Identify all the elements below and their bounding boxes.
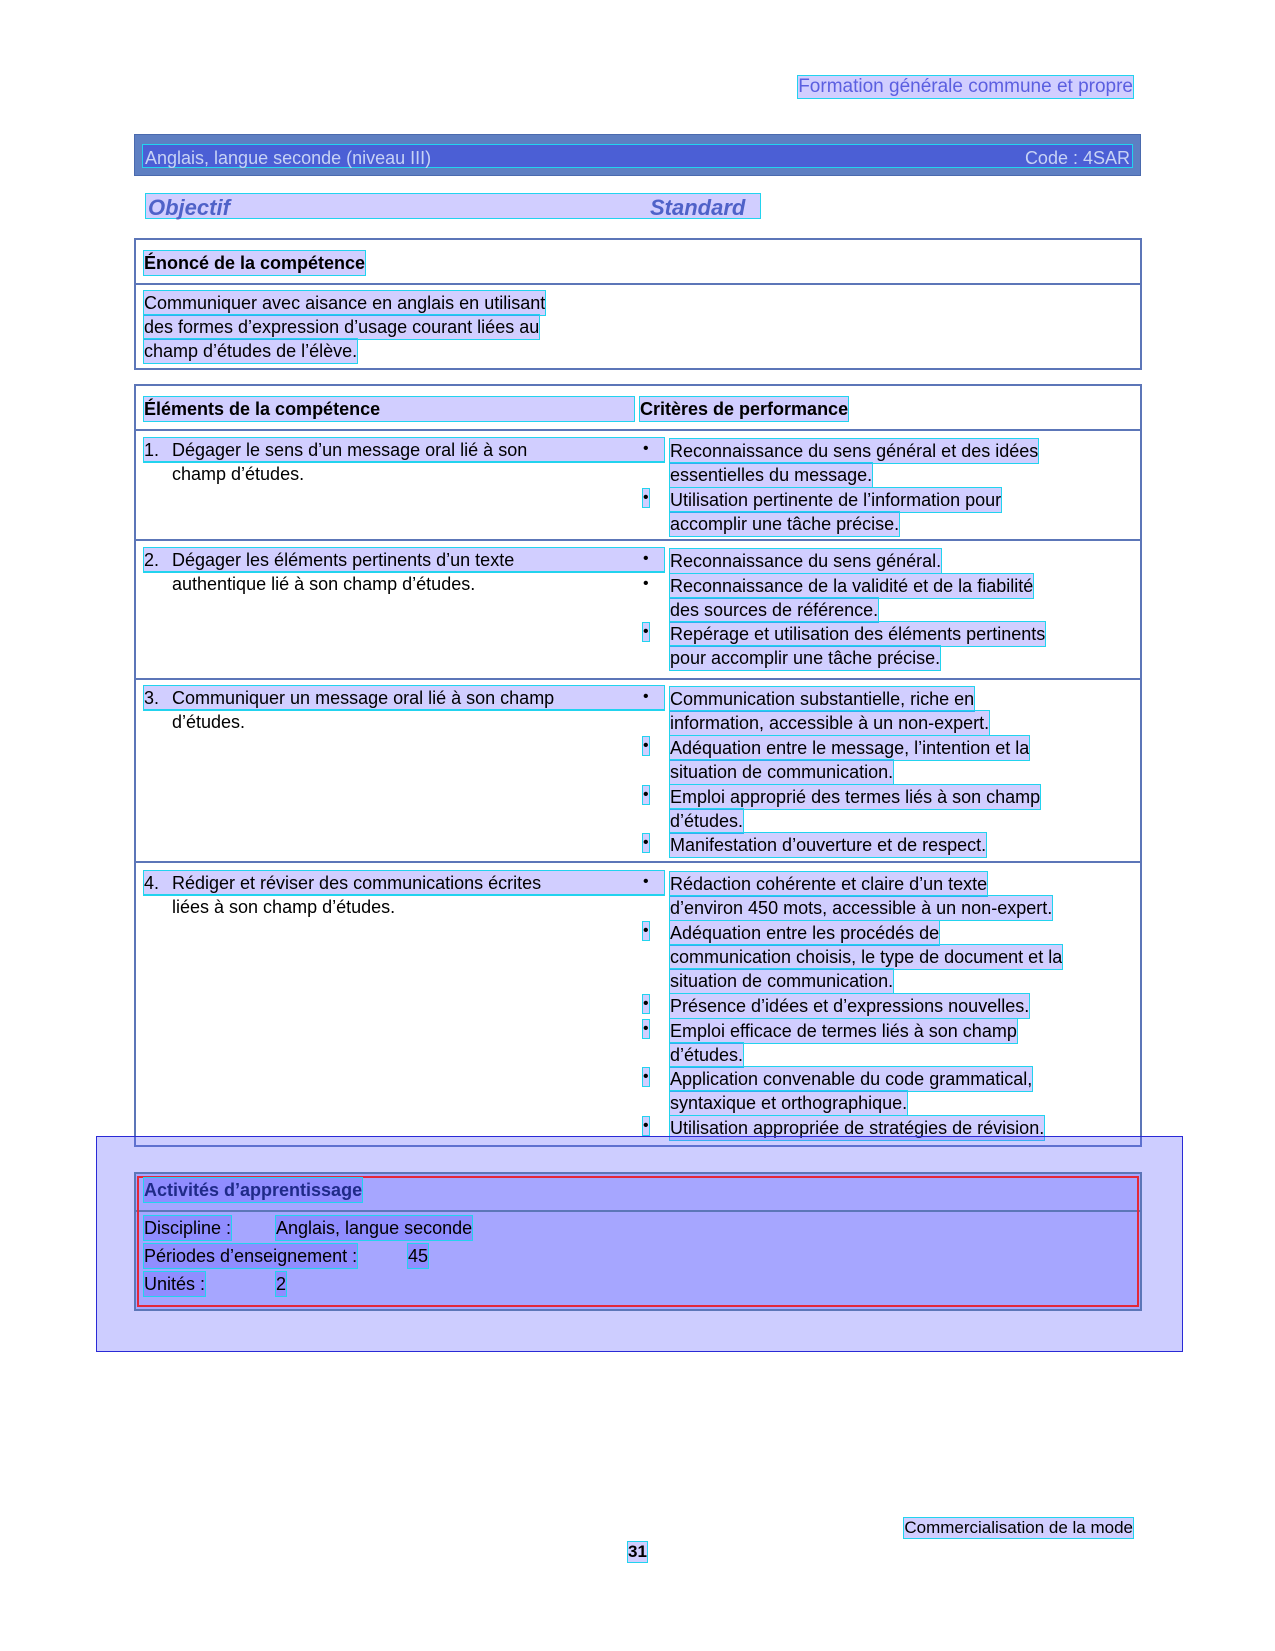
footer-program: Commercialisation de la mode (904, 1518, 1133, 1537)
criterion-line: accomplir une tâche précise. (670, 514, 900, 534)
criterion-line: Rédaction cohérente et claire d’un texte (670, 874, 988, 894)
row-divider (136, 861, 1140, 863)
criterion-line: situation de communication. (670, 762, 894, 782)
bullet-icon: • (643, 1068, 649, 1085)
bullet-icon: • (643, 922, 649, 939)
element-number: 2. (144, 550, 160, 570)
col-header-criteres: Critères de performance (640, 399, 849, 419)
criterion-line: pour accomplir une tâche précise. (670, 648, 941, 668)
criterion-line: Utilisation pertinente de l’information pour (670, 490, 1002, 510)
bullet-icon: • (643, 688, 649, 705)
table-header-divider (136, 429, 1140, 431)
element-text: authentique lié à son champ d’études. (172, 574, 476, 594)
element-number: 4. (144, 873, 160, 893)
criterion-line: Adéquation entre les procédés de (670, 923, 940, 943)
criterion-line: d’environ 450 mots, accessible à un non-expert. (670, 898, 1053, 918)
bullet-icon: • (643, 623, 649, 640)
element-3 (144, 686, 664, 710)
objectif-label: Objectif (148, 195, 230, 220)
criterion-line: syntaxique et orthographique. (670, 1093, 908, 1113)
competence-line: champ d’études de l’élève. (144, 341, 358, 361)
element-text: Communiquer un message oral lié à son champ (172, 688, 555, 708)
course-title: Anglais, langue seconde (niveau III) (145, 148, 432, 168)
criterion-line: Manifestation d’ouverture et de respect. (670, 835, 987, 855)
bullet-icon: • (643, 489, 649, 506)
discipline-label: Discipline : (144, 1218, 232, 1238)
element-number: 3. (144, 688, 160, 708)
element-text: champ d’études. (172, 464, 305, 484)
criterion-line: information, accessible à un non-expert. (670, 713, 990, 733)
unites-value: 2 (276, 1274, 287, 1294)
activities-heading: Activités d’apprentissage (144, 1180, 363, 1200)
element-text: Dégager le sens d’un message oral lié à son (172, 440, 528, 460)
criterion-line: communication choisis, le type de document et la (670, 947, 1063, 967)
criterion-line: Adéquation entre le message, l’intention et la (670, 738, 1030, 758)
periodes-label: Périodes d’enseignement : (144, 1246, 358, 1266)
discipline-value: Anglais, langue seconde (276, 1218, 473, 1238)
bullet-icon: • (643, 873, 649, 890)
unites-label: Unités : (144, 1274, 206, 1294)
criterion-line: Communication substantielle, riche en (670, 689, 975, 709)
element-text: liées à son champ d’études. (172, 897, 396, 917)
competence-line: Communiquer avec aisance en anglais en utilisant (144, 293, 546, 313)
element-text: Rédiger et réviser des communications écrites (172, 873, 542, 893)
criterion-line: des sources de référence. (670, 600, 879, 620)
element-2 (144, 548, 664, 572)
objective-standard-row (146, 194, 760, 218)
criterion-line: situation de communication. (670, 971, 894, 991)
competence-heading: Énoncé de la compétence (144, 253, 366, 273)
row-divider (136, 678, 1140, 680)
element-text: Dégager les éléments pertinents d’un texte (172, 550, 515, 570)
criterion-line: Reconnaissance du sens général. (670, 551, 942, 571)
course-title-bar (134, 134, 1141, 176)
criterion-line: Emploi approprié des termes liés à son champ (670, 787, 1041, 807)
bullet-icon: • (643, 737, 649, 754)
col-header-elements: Éléments de la compétence (144, 397, 634, 421)
element-number: 1. (144, 440, 160, 460)
standard-label: Standard (650, 195, 746, 220)
course-code: Code : 4SAR (1024, 148, 1130, 168)
element-1 (144, 438, 664, 462)
periodes-value: 45 (408, 1246, 429, 1266)
row-divider (136, 539, 1140, 541)
criterion-line: Présence d’idées et d’expressions nouvelles. (670, 996, 1030, 1016)
criterion-line: Repérage et utilisation des éléments pertinents (670, 624, 1046, 644)
bullet-icon: • (643, 1020, 649, 1037)
criterion-line: essentielles du message. (670, 465, 873, 485)
running-header: Formation générale commune et propre (798, 76, 1133, 97)
bullet-icon: • (643, 834, 649, 851)
criterion-line: Reconnaissance de la validité et de la fiabilité (670, 576, 1034, 596)
element-text: d’études. (172, 712, 246, 732)
competence-divider (136, 283, 1140, 285)
bullet-icon: • (643, 786, 649, 803)
competence-line: des formes d’expression d’usage courant liées au (144, 317, 540, 337)
criterion-line: Application convenable du code grammatical, (670, 1069, 1033, 1089)
criterion-line: Emploi efficace de termes liés à son champ (670, 1021, 1017, 1041)
bullet-icon: • (643, 995, 649, 1012)
bullet-icon: • (643, 575, 649, 592)
page-number: 31 (628, 1542, 647, 1561)
bullet-icon: • (643, 550, 649, 567)
element-4 (144, 871, 664, 895)
criterion-line: d’études. (670, 811, 744, 831)
criterion-line: Reconnaissance du sens général et des idées (670, 441, 1039, 461)
bullet-icon: • (643, 1117, 649, 1134)
bullet-icon: • (643, 440, 649, 457)
criterion-line: Utilisation appropriée de stratégies de révision. (670, 1118, 1045, 1138)
criterion-line: d’études. (670, 1045, 744, 1065)
